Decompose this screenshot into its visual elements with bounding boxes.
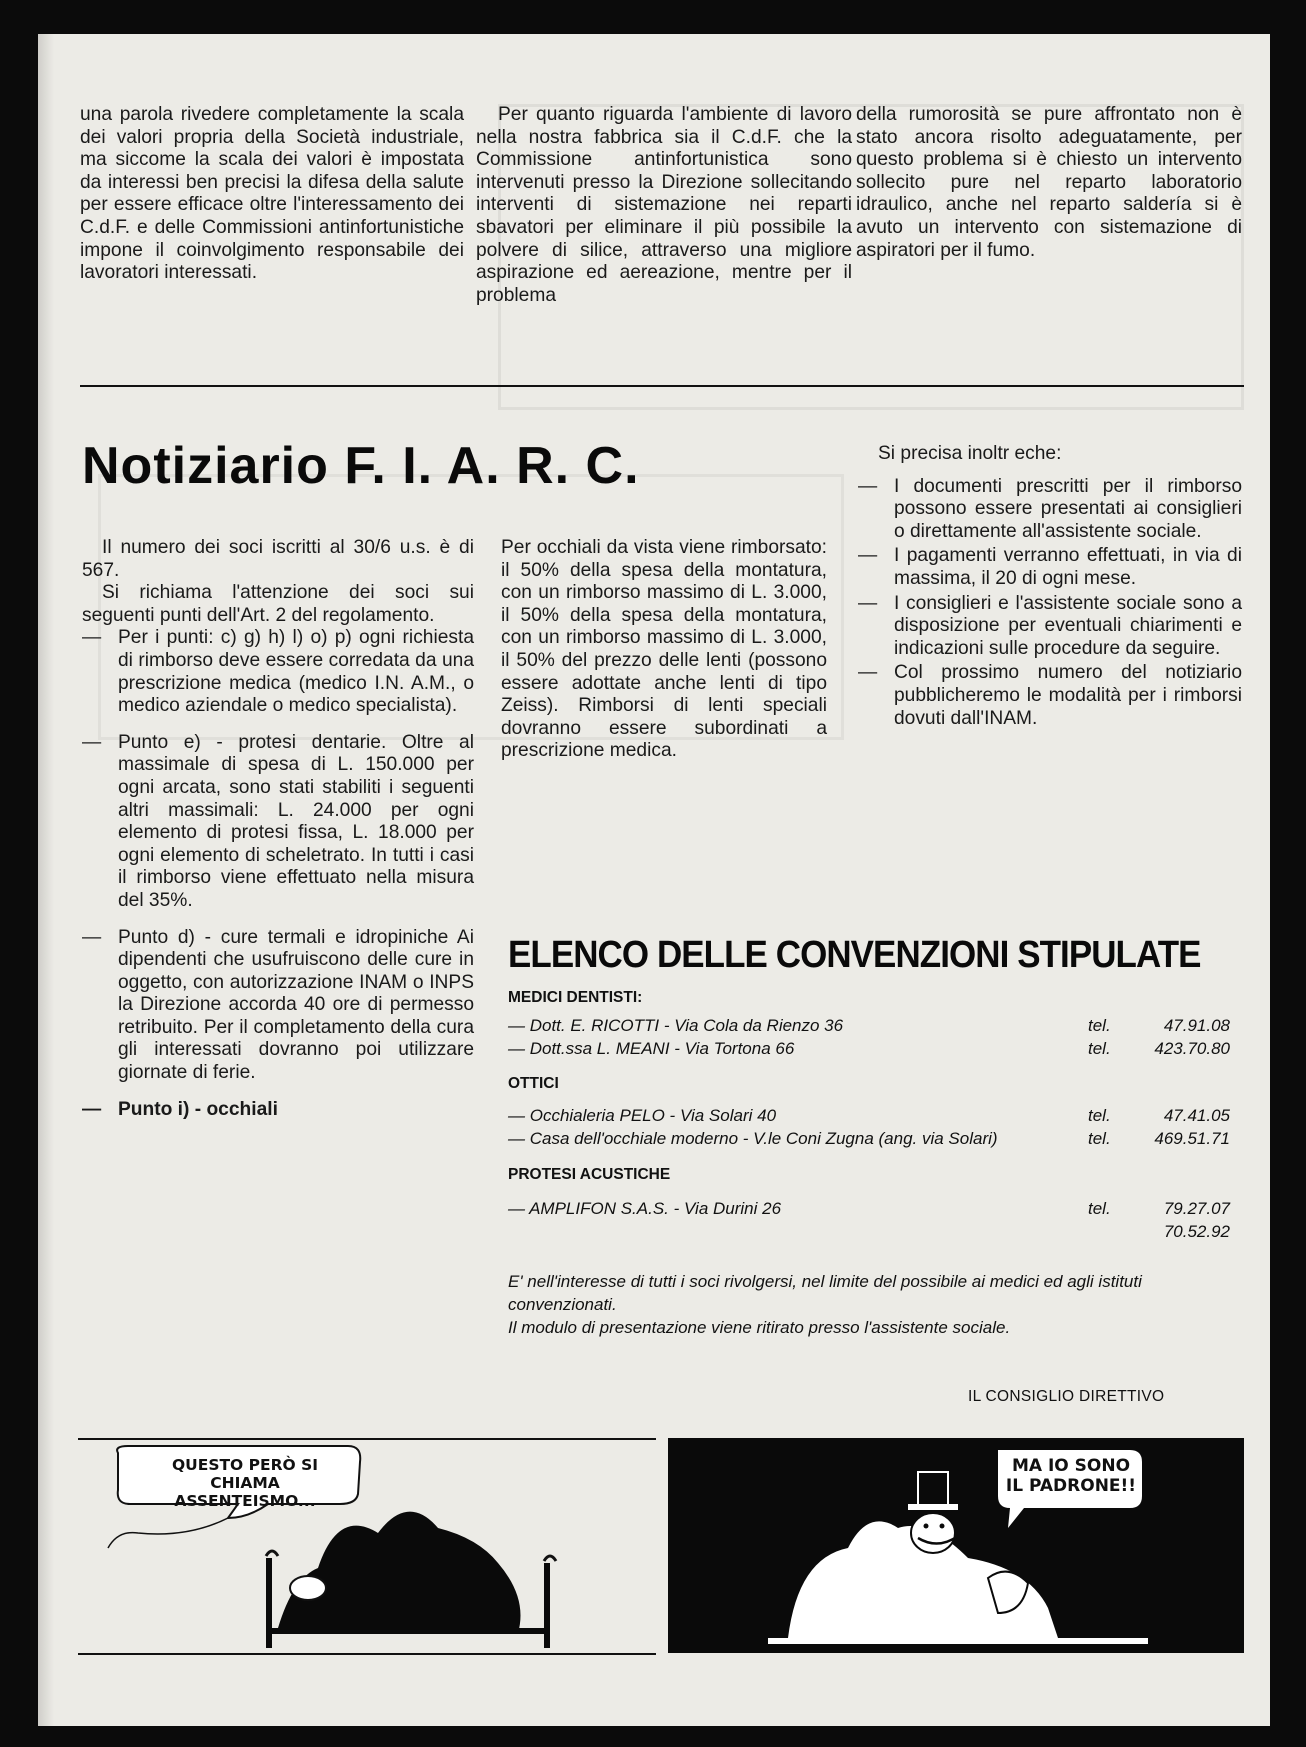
section-divider — [80, 385, 1244, 387]
section-heading: MEDICI DENTISTI: — [508, 989, 643, 1006]
list-item — [858, 545, 1242, 590]
list-item — [82, 732, 474, 913]
list-item — [858, 593, 1242, 661]
speech-bubble-right: MA IO SONO IL PADRONE!! — [1005, 1456, 1137, 1496]
tel-label: tel. — [1088, 1039, 1111, 1058]
list-item-text: Per i punti: c) g) h) l) o) p) ogni richiesta di rimborso deve essere corredata da una prescrizione medica (medico I.N. A.M., o medico aziendale o medico specialista). — [118, 627, 474, 717]
list-item — [82, 627, 474, 717]
bottom-line — [78, 1653, 656, 1655]
list-item-text: I consiglieri e l'assistente sociale sono a disposizione per eventuali chiarimenti e indicazioni sulle procedure da seguire. — [894, 592, 1242, 659]
right-column — [858, 443, 1242, 732]
tel-label: tel. — [1088, 1129, 1111, 1148]
list-item — [82, 927, 474, 1085]
dash-marker: — — [858, 662, 878, 684]
dash-marker: — — [82, 627, 102, 649]
dash-marker: — — [82, 926, 102, 948]
list-item-text: I pagamenti verranno effettuati, in via di massima, il 20 di ogni mese. — [894, 545, 1242, 589]
conventions-list — [508, 989, 1230, 1289]
list-item-text: Punto e) - protesi dentarie. Oltre al massimale di spesa di L. 150.000 per ogni arcata, sono stati stabiliti i seguenti altri massimali: L. 24.000 per ogni elemento di protesi fissa, L. 18.000 per ogni elemento di scheletrato. In tutti i casi il rimborso viene effettuato nella misura del 35%. — [118, 731, 474, 911]
speech-bubble-left: QUESTO PERÒ SI CHIAMA ASSENTEISMO... — [171, 1456, 319, 1510]
convention-name: — Dott. E. RICOTTI - Via Cola da Rienzo 36 — [508, 1016, 844, 1035]
phone-number: 469.51.71 — [1154, 1129, 1230, 1148]
list-item-text: Punto d) - cure termali e idropiniche Ai dipendenti che usufruiscono delle cure in oggetto, con autorizzazione INAM o INPS la Direzione accorda 40 ore di permesso retribuito. Per il completamento della cura gli interessati dovranno poi utilizzare giornate di ferie. — [118, 926, 474, 1084]
intro-text-3: della rumorosità se pure affrontato non è stato ancora risolto adeguatamente, per questo problema si è chiesto un intervento sollecito pure nel reparto laboratorio idraulico, anche nel reparto saldería si è avuto un intervento con sistemazione di aspiratori per il fumo. — [856, 104, 1242, 261]
convention-name: — AMPLIFON S.A.S. - Via Durini 26 — [508, 1199, 782, 1218]
cartoon-sleeper — [78, 1438, 656, 1653]
intro-column-3 — [856, 104, 1242, 262]
section-heading: OTTICI — [508, 1075, 559, 1092]
convention-name: — Casa dell'occhiale moderno - V.le Coni Zugna (ang. via Solari) — [508, 1129, 998, 1148]
cartoon-boss — [668, 1438, 1244, 1653]
middle-column — [501, 537, 827, 763]
convention-name: — Occhialeria PELO - Via Solari 40 — [508, 1106, 777, 1125]
list-item-text: Col prossimo numero del notiziario pubblicheremo le modalità per i rimborsi dovuti dall'INAM. — [894, 662, 1242, 729]
intro-text-2: Per quanto riguarda l'ambiente di lavoro nella nostra fabbrica sia il C.d.F. che la Commissione antinfortunistica sono intervenuti presso la Direzione sollecitando interventi di sistemazione nei reparti sbavatori per eliminare il più possibile la polvere di silice, attraverso una migliore aspirazione ed aereazione, mentre per il problema — [476, 104, 852, 306]
page-fold-shadow — [38, 34, 54, 1726]
list-item-text: Punto i) - occhiali — [118, 1098, 278, 1120]
tel-label: tel. — [1088, 1106, 1111, 1125]
list-item — [858, 662, 1242, 730]
right-intro: Si precisa inoltr eche: — [878, 443, 1062, 464]
note-line-2: Il modulo di presentazione viene ritirato presso l'assistente sociale. — [508, 1318, 1011, 1337]
boss-figure-illustration — [668, 1438, 1244, 1653]
left-column — [82, 537, 474, 1135]
intro-column-1 — [80, 104, 464, 285]
conventions-title: ELENCO DELLE CONVENZIONI STIPULATE — [508, 934, 1201, 976]
list-item — [82, 1099, 474, 1122]
notiziario-title: Notiziario F. I. A. R. C. — [82, 437, 640, 495]
list-item-text: I documenti prescritti per il rimborso possono essere presentati ai consiglieri o direttamente all'assistente sociale. — [894, 475, 1242, 542]
phone-number-secondary: 70.52.92 — [1163, 1222, 1230, 1241]
dash-marker: — — [82, 731, 102, 753]
convention-name: — Dott.ssa L. MEANI - Via Tortona 66 — [508, 1039, 795, 1058]
phone-number: 79.27.07 — [1163, 1199, 1230, 1218]
tel-label: tel. — [1088, 1199, 1111, 1218]
dash-marker: — — [858, 545, 878, 567]
intro-text-1: una parola rivedere completamente la scala dei valori propria della Società industriale, ma siccome la scala dei valori è impostata da interessi ben precisi la difesa della salute per essere efficace oltre l'interessamento dei C.d.F. e delle Commissioni antinfortunistiche impone il coinvolgimento responsabile dei lavoratori interessati. — [80, 104, 464, 284]
glasses-reimbursement-text: Per occhiali da vista viene rimborsato: il 50% della spesa della montatura, con un rimborso massimo di L. 3.000, il 50% della spesa della montatura, con un rimborso massimo di L. 3.000, il 50% del prezzo delle lenti (possono essere adottate anche lenti di tipo Zeiss). Rimborsi di lenti speciali dovranno essere subordinati a prescrizione medica. — [501, 537, 827, 762]
phone-number: 47.91.08 — [1163, 1016, 1230, 1035]
signature: IL CONSIGLIO DIRETTIVO — [968, 1388, 1165, 1405]
dash-marker: — — [858, 592, 878, 614]
dash-marker: — — [858, 475, 878, 497]
section-heading: PROTESI ACUSTICHE — [508, 1166, 671, 1183]
members-count-text: Il numero dei soci iscritti al 30/6 u.s. è di 567. — [82, 537, 474, 581]
note-line-1: E' nell'interesse di tutti i soci rivolgersi, nel limite del possibile ai medici ed agli istituti convenzionati. — [508, 1272, 1142, 1314]
regulation-intro: Si richiama l'attenzione dei soci sui seguenti punti dell'Art. 2 del regolamento. — [82, 582, 474, 626]
conventions-note — [508, 1270, 1230, 1339]
dash-marker: — — [82, 1098, 102, 1120]
phone-number: 47.41.05 — [1163, 1106, 1230, 1125]
list-item — [858, 476, 1242, 544]
tel-label: tel. — [1088, 1016, 1111, 1035]
phone-number: 423.70.80 — [1154, 1039, 1230, 1058]
document-page — [38, 34, 1270, 1726]
intro-column-2 — [476, 104, 852, 307]
